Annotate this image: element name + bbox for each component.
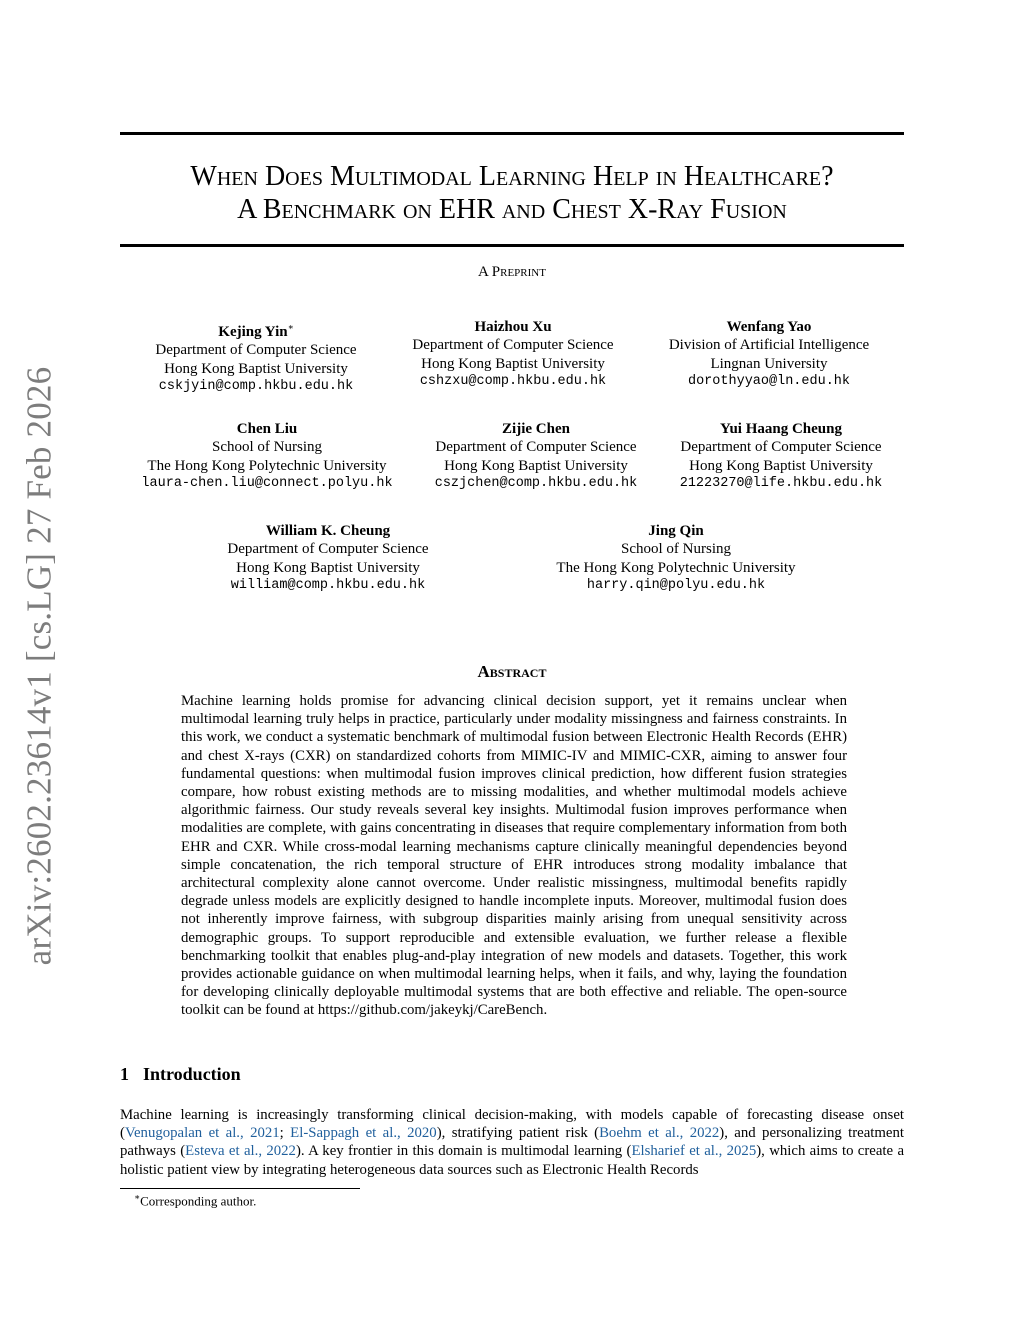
author-block	[212, 522, 444, 596]
preprint-label: A Preprint	[478, 264, 546, 280]
author-email: cshzxu@comp.hkbu.edu.hk	[419, 374, 607, 390]
author-affiliation: Department of Computer Science	[412, 337, 614, 354]
author-name: Zijie Chen	[502, 421, 570, 437]
author-email: harry.qin@polyu.edu.hk	[586, 578, 766, 594]
abstract-heading: Abstract	[477, 662, 547, 681]
author-institution: The Hong Kong Polytechnic University	[147, 457, 387, 474]
author-affiliation: Division of Artificial Intelligence	[668, 337, 870, 354]
author-affiliation: Department of Computer Science	[435, 439, 637, 456]
author-email: laura-chen.liu@connect.polyu.hk	[141, 476, 393, 492]
author-email: cszjchen@comp.hkbu.edu.hk	[434, 476, 638, 492]
author-name: Jing Qin	[648, 523, 704, 539]
footnote-rule	[120, 1188, 360, 1189]
author-name: Kejing Yin∗	[218, 322, 294, 340]
section-title: Introduction	[143, 1064, 241, 1084]
author-email: cskjyin@comp.hkbu.edu.hk	[158, 379, 354, 395]
citation-link[interactable]: Venugopalan et al., 2021	[124, 1125, 280, 1142]
paper-title	[100, 160, 924, 226]
author-name: Yui Haang Cheung	[720, 421, 842, 437]
author-name: Haizhou Xu	[474, 319, 552, 335]
author-block	[531, 522, 821, 596]
author-institution: The Hong Kong Polytechnic University	[556, 559, 796, 576]
author-institution: Lingnan University	[710, 355, 828, 372]
footnote	[134, 1192, 256, 1209]
title-rule-top	[120, 132, 904, 135]
abstract-body: Machine learning holds promise for advancing clinical decision support, yet it remains unclear when multimodal learning truly helps in practice, particularly under modality missingness and fairness constraints. In this work, we conduct a systematic benchmark of multimodal fusion between Electronic Health Records (EHR) and chest X-rays (CXR) on standardized cohorts from MIMIC-IV and MIMIC-CXR, aiming to answer four fundamental questions: when multimodal fusion improves clinical prediction, how different fusion strategies compare, how robust existing methods are to missing modalities, and whether multimodal models achieve algorithmic fairness. Our study reveals several key insights. Multimodal fusion improves performance when modalities are complete, with gains concentrating in diseases that require complementary information from both EHR and CXR. While cross-modal learning mechanisms capture clinically meaningful dependencies beyond simple concatenation, the rich temporal structure of EHR introduces strong modality imbalance that architectural complexity alone cannot overcome. Under realistic missingness, multimodal benefits rapidly degrade unless models are explicitly designed to handle incomplete inputs. Moreover, multimodal fusion does not inherently improve fairness, with subgroup disparities mainly arising from unequal sensitivity across demographic groups. To support reproducible and extensible evaluation, we further release a flexible benchmarking toolkit that enables plug-and-play integration of new models and datasets. Together, this work provides actionable guidance on when multimodal learning helps, when it fails, and why, laying the foundation for developing clinically deployable multimodal systems that are both effective and reliable. The open-source toolkit can be found at https://github.com/jakeykj/CareBench.	[181, 693, 847, 1019]
citation-link[interactable]: Elsharief et al., 2025	[631, 1143, 757, 1160]
author-block	[420, 420, 652, 494]
title-line-1: When Does Multimodal Learning Help in Healthcare?	[190, 161, 834, 192]
citation-link[interactable]: Esteva et al., 2022	[185, 1143, 296, 1160]
author-block	[665, 420, 897, 494]
author-affiliation: Department of Computer Science	[680, 439, 882, 456]
author-name: Wenfang Yao	[726, 319, 812, 335]
author-institution: Hong Kong Baptist University	[689, 457, 873, 474]
author-email: 21223270@life.hkbu.edu.hk	[679, 476, 883, 492]
author-institution: Hong Kong Baptist University	[164, 360, 348, 377]
author-email: dorothyyao@ln.edu.hk	[687, 374, 851, 390]
author-block	[398, 318, 628, 392]
author-email: william@comp.hkbu.edu.hk	[230, 578, 426, 594]
section-heading	[120, 1064, 241, 1085]
author-institution: Hong Kong Baptist University	[444, 457, 628, 474]
citation-link[interactable]: El-Sappagh et al., 2020	[290, 1125, 437, 1142]
author-name: Chen Liu	[236, 421, 298, 437]
arxiv-identifier-text: arXiv:2602.23614v1 [cs.LG] 27 Feb 2026	[19, 366, 59, 966]
author-institution: Hong Kong Baptist University	[236, 559, 420, 576]
footnote-text: Corresponding author.	[140, 1193, 257, 1209]
footnote-mark: ∗	[134, 1192, 141, 1202]
author-affiliation: School of Nursing	[621, 541, 731, 558]
author-affiliation: Department of Computer Science	[155, 342, 357, 359]
section-number: 1	[120, 1064, 129, 1084]
author-name: William K. Cheung	[265, 523, 391, 539]
author-affiliation: Department of Computer Science	[227, 541, 429, 558]
title-rule-bottom	[120, 244, 904, 247]
author-block	[654, 318, 884, 392]
author-block	[126, 420, 408, 494]
author-block	[141, 318, 371, 397]
title-line-2: A Benchmark on EHR and Chest X-Ray Fusion	[237, 194, 787, 225]
author-affiliation: School of Nursing	[212, 439, 322, 456]
citation-link[interactable]: Boehm et al., 2022	[599, 1125, 720, 1142]
author-institution: Hong Kong Baptist University	[421, 355, 605, 372]
intro-paragraph: Machine learning is increasingly transforming clinical decision-making, with models capable of forecasting disease onset (Venugopalan et al., 2021; El-Sappagh et al., 2020), stratifying patient risk (Boehm et al., 2022), and personalizing treatment pathways (Esteva et al., 2022). A key frontier in this domain is multimodal learning (Elsharief et al., 2025), which aims to create a holistic patient view by integrating heterogeneous data sources such as Electronic Health Records	[120, 1107, 905, 1178]
